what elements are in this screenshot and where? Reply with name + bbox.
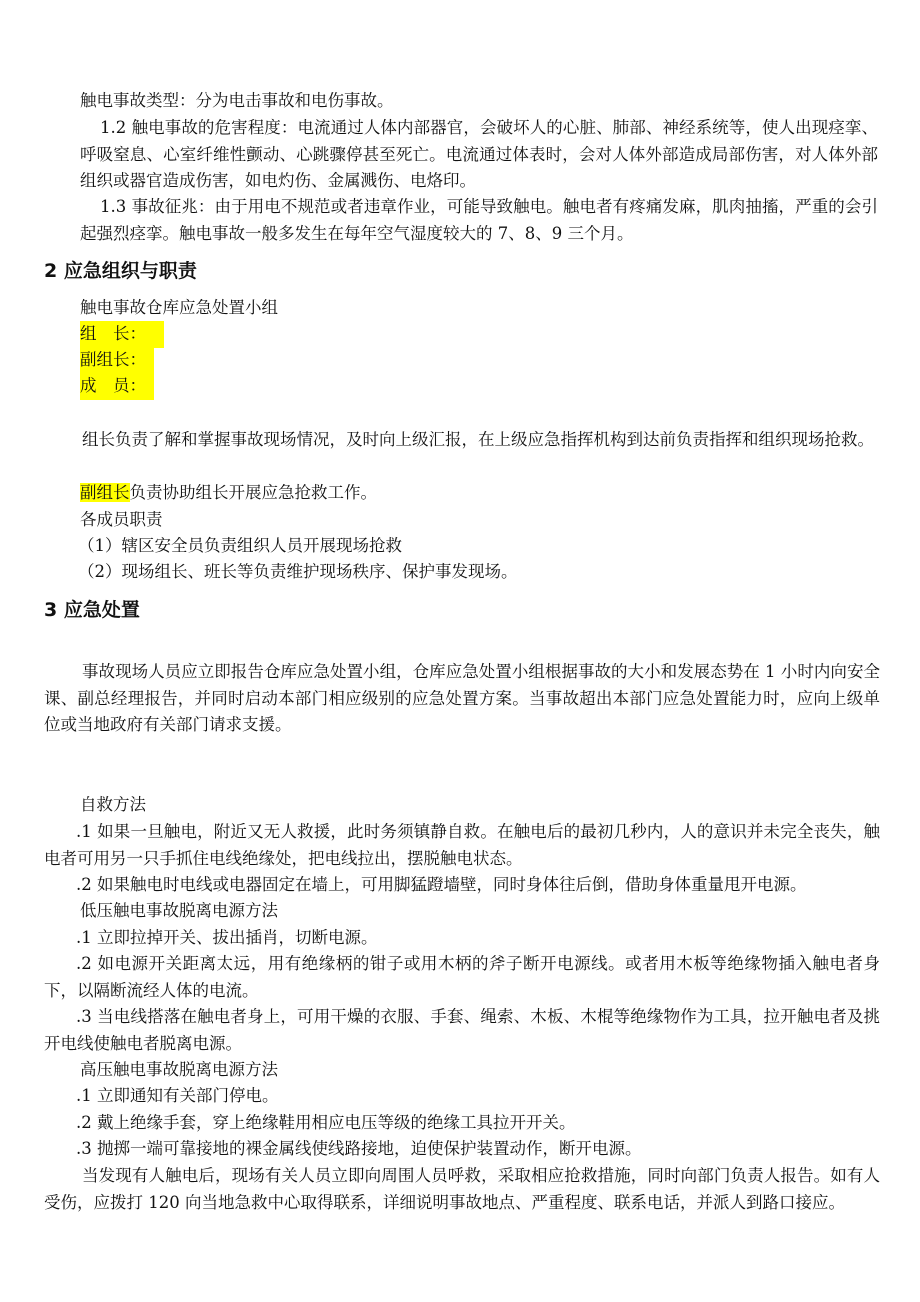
duty-item-2: （2）现场组长、班长等负责维护现场秩序、保护事发现场。 bbox=[78, 562, 518, 581]
group-name: 触电事故仓库应急处置小组 bbox=[80, 298, 278, 317]
members-duty-title: 各成员职责 bbox=[80, 510, 163, 529]
deputy-duty-line bbox=[80, 480, 880, 507]
high-voltage-1: .1 立即通知有关部门停电。 bbox=[76, 1086, 279, 1105]
deputy-duty-label: 副组长 bbox=[80, 483, 130, 502]
low-voltage-1: .1 立即拉掉开关、拔出插肖，切断电源。 bbox=[76, 928, 378, 947]
low-voltage-2: .2 如电源开关距离太远，用有绝缘柄的钳子或用木柄的斧子断开电源线。或者用木板等绝缘物插入触电者身下，以隔断流经人体的电流。 bbox=[44, 954, 880, 1000]
self-rescue-2: .2 如果触电时电线或电器固定在墙上，可用脚猛蹬墙壁，同时身体往后倒，借助身体重量甩开电源。 bbox=[76, 875, 807, 894]
low-voltage-title: 低压触电事故脱离电源方法 bbox=[80, 901, 278, 920]
duty-item-1: （1）辖区安全员负责组织人员开展现场抢救 bbox=[78, 536, 402, 555]
leader-label: 组 长： bbox=[80, 321, 164, 348]
section2-heading: 2 应急组织与职责 bbox=[44, 260, 197, 282]
high-voltage-title: 高压触电事故脱离电源方法 bbox=[80, 1060, 278, 1079]
final-paragraph: 当发现有人触电后，现场有关人员立即向周围人员呼救，采取相应抢救措施，同时向部门负责人报告。如有人受伤，应拨打 120 向当地急救中心取得联系，详细说明事故地点、严重程度、联系电话，并派人到路口接应。 bbox=[44, 1166, 880, 1212]
deputy-duty-text: 负责协助组长开展应急抢救工作。 bbox=[129, 483, 377, 502]
self-rescue-title: 自救方法 bbox=[80, 795, 146, 814]
deputy-label: 副组长： bbox=[80, 347, 154, 374]
self-rescue-1: .1 如果一旦触电，附近又无人救援，此时务须镇静自救。在触电后的最初几秒内，人的意识并未完全丧失，触电者可用另一只手抓住电线绝缘处，把电线拉出，摆脱触电状态。 bbox=[44, 822, 880, 868]
leader-row bbox=[80, 321, 880, 348]
deputy-row bbox=[80, 347, 880, 374]
high-voltage-2: .2 戴上绝缘手套，穿上绝缘鞋用相应电压等级的绝缘工具拉开开关。 bbox=[76, 1113, 576, 1132]
section3-heading: 3 应急处置 bbox=[44, 599, 140, 621]
high-voltage-3: .3 抛掷一端可靠接地的裸金属线使线路接地，迫使保护装置动作，断开电源。 bbox=[76, 1139, 642, 1158]
hazard-paragraph: 1.2 触电事故的危害程度：电流通过人体内部器官，会破坏人的心脏、肺部、神经系统等，使人出现痉挛、呼吸窒息、心室纤维性颤动、心跳骤停甚至死亡。电流通过体表时，会对人体外部造成局部伤害，对人体外部组织或器官造成伤害，如电灼伤、金属溅伤、电烙印。 bbox=[80, 118, 878, 190]
low-voltage-3: .3 当电线搭落在触电者身上，可用干燥的衣服、手套、绳索、木板、木棍等绝缘物作为工具，拉开触电者及挑开电线使触电者脱离电源。 bbox=[44, 1007, 880, 1053]
member-label: 成 员： bbox=[80, 373, 154, 400]
leader-duty-paragraph: 组长负责了解和掌握事故现场情况，及时向上级汇报，在上级应急指挥机构到达前负责指挥和组织现场抢救。 bbox=[82, 430, 874, 449]
accident-types: 触电事故类型：分为电击事故和电伤事故。 bbox=[80, 91, 394, 110]
signs-paragraph: 1.3 事故征兆：由于用电不规范或者违章作业，可能导致触电。触电者有疼痛发麻，肌肉抽搐，严重的会引起强烈痉挛。触电事故一般多发生在每年空气湿度较大的 7、8、9 三个月。 bbox=[80, 197, 878, 243]
report-paragraph: 事故现场人员应立即报告仓库应急处置小组，仓库应急处置小组根据事故的大小和发展态势在 1 小时内向安全课、副总经理报告，并同时启动本部门相应级别的应急处置方案。当事故超出本部门应急处置能力时，应向上级单位或当地政府有关部门请求支援。 bbox=[44, 662, 880, 734]
member-row bbox=[80, 373, 880, 400]
